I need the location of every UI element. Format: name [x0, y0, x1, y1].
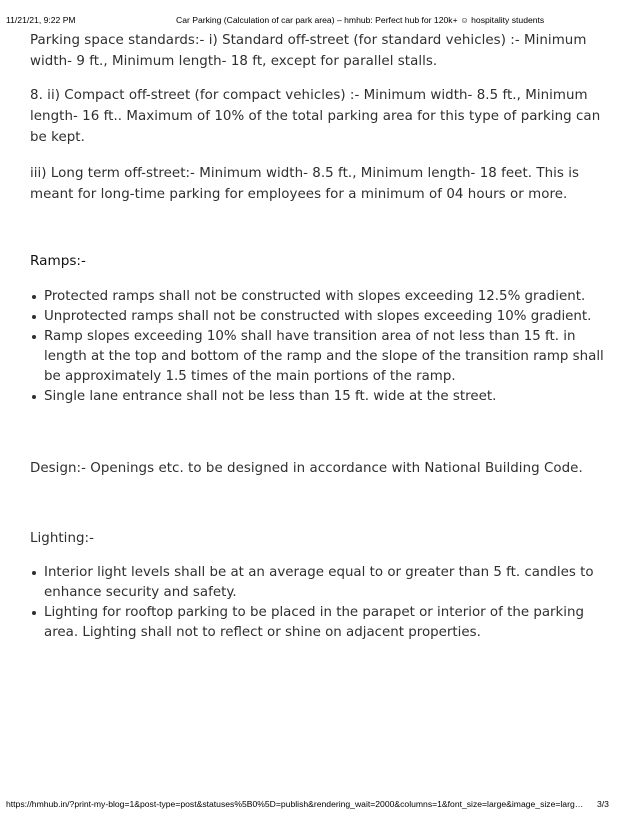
print-page-title: Car Parking (Calculation of car park area) – hmhub: Perfect hub for 120k+ ☺ hospitality students — [176, 15, 545, 25]
standard-parking-paragraph: Parking space standards:- i) Standard off-street (for standard vehicles) :- Minimum width- 9 ft., Minimum length- 18 ft, except for parallel stalls. — [30, 33, 587, 69]
ramps-section — [30, 253, 86, 269]
list-item: Interior light levels shall be at an average equal to or greater than 5 ft. candles to enhance security and safety. — [44, 563, 614, 603]
print-footer — [0, 799, 638, 811]
ramps-heading: Ramps:- — [30, 253, 86, 269]
design-paragraph: Design:- Openings etc. to be designed in accordance with National Building Code. — [30, 461, 583, 476]
long-term-parking-paragraph: iii) Long term off-street:- Minimum width- 8.5 ft., Minimum length- 18 feet. This is meant for long-time parking for employees for a minimum of 04 hours or more. — [30, 166, 580, 202]
list-item: Lighting for rooftop parking to be placed in the parapet or interior of the parking area. Lighting shall not to reflect or shine on adjacent properties. — [44, 603, 614, 643]
page-url: https://hmhub.in/?print-my-blog=1&post-type=post&statuses%5B0%5D=publish&rendering_wait=2000&columns=1&font_size=large&image_size=larg… — [6, 799, 584, 809]
list-item: Protected ramps shall not be constructed with slopes exceeding 12.5% gradient. — [44, 287, 614, 307]
list-item: Single lane entrance shall not be less than 15 ft. wide at the street. — [44, 387, 614, 407]
print-datetime: 11/21/21, 9:22 PM — [6, 15, 76, 25]
ramps-list — [30, 287, 614, 407]
list-item: Ramp slopes exceeding 10% shall have transition area of not less than 15 ft. in length at the top and bottom of the ramp and the slope of the transition ramp shall be approximately 1.5 times of the main portions of the ramp. — [44, 327, 614, 387]
compact-parking-paragraph: 8. ii) Compact off-street (for compact vehicles) :- Minimum width- 8.5 ft., Minimum length- 16 ft.. Maximum of 10% of the total parking area for this type of parking can be kept. — [30, 88, 601, 145]
print-header — [0, 15, 638, 27]
list-item: Unprotected ramps shall not be constructed with slopes exceeding 10% gradient. — [44, 307, 614, 327]
lighting-section — [30, 528, 94, 549]
lighting-list — [30, 563, 614, 643]
page-number: 3/3 — [597, 799, 609, 809]
lighting-heading: Lighting:- — [30, 531, 94, 546]
